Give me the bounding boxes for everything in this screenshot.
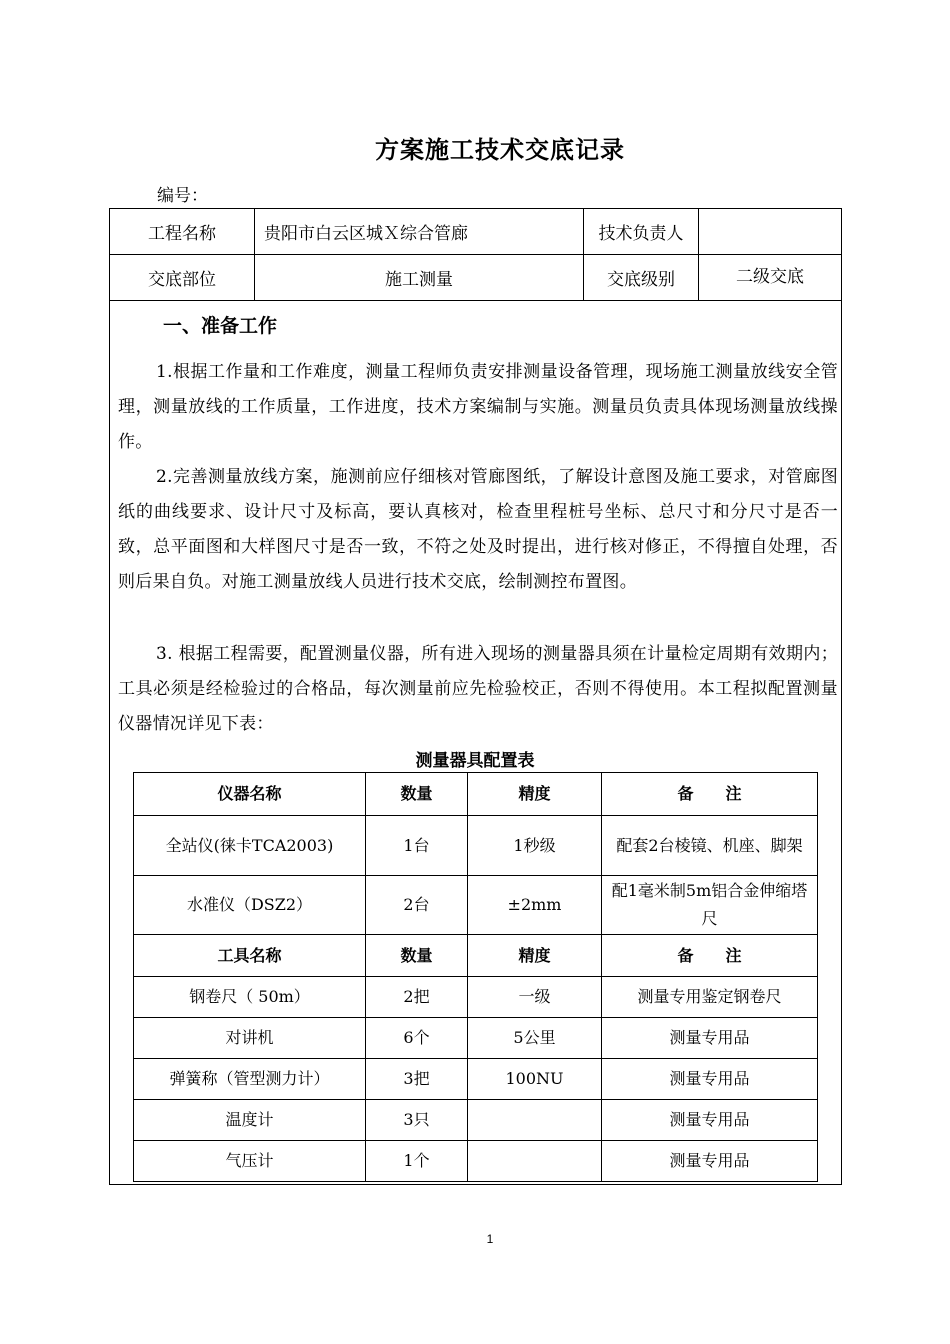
tool-remark: 测量专用品: [602, 1018, 818, 1059]
instrument-precision: ±2mm: [468, 876, 602, 935]
instrument-remark: 配1毫米制5m铝合金伸缩塔尺: [602, 876, 818, 935]
tool-name-header: 工具名称: [134, 935, 366, 977]
instrument-precision-header: 精度: [468, 773, 602, 816]
table-caption: 测量器具配置表: [415, 751, 535, 771]
table-row: [134, 1018, 818, 1059]
paragraph-2: 2.完善测量放线方案，施测前应仔细核对管廊图纸，了解设计意图及施工要求，对管廊图纸的曲线要求、设计尺寸及标高，要认真核对，检查里程桩号坐标、总尺寸和分尺寸是否一致，总平面图和大样图尺寸是否一致，不符之处及时提出，进行核对修正，不得擅自处理，否则后果自负。对施工测量放线人员进行技术交底，绘制测控布置图。: [118, 467, 838, 592]
tool-precision: [468, 1141, 602, 1182]
instrument-precision: 1秒级: [468, 816, 602, 876]
tool-precision-header: 精度: [468, 935, 602, 977]
section-heading: 一、准备工作: [163, 315, 278, 337]
tool-quantity: 1个: [366, 1141, 468, 1182]
tool-remark-header: 备 注: [602, 935, 818, 977]
tool-name: 对讲机: [134, 1018, 366, 1059]
equipment-table: [133, 772, 818, 1182]
table-row: [134, 816, 818, 876]
level-value: 二级交底: [736, 267, 804, 287]
tool-remark: 测量专用品: [602, 1141, 818, 1182]
tool-precision: 一级: [468, 977, 602, 1018]
tool-quantity: 3把: [366, 1059, 468, 1100]
instrument-name: 水准仪（DSZ2）: [134, 876, 366, 935]
document-number-label: 编号：: [157, 186, 208, 206]
table-row: [134, 1141, 818, 1182]
paragraph-1: 1.根据工作量和工作难度，测量工程师负责安排测量设备管理，现场施工测量放线安全管理，测量放线的工作质量，工作进度，技术方案编制与实施。测量员负责具体现场测量放线操作。: [118, 362, 838, 452]
page-title: 方案施工技术交底记录: [375, 136, 625, 164]
table-row: [134, 1100, 818, 1141]
tool-header-row: [134, 935, 818, 977]
instrument-quantity-header: 数量: [366, 773, 468, 816]
level-label: 交底级别: [607, 270, 675, 290]
tool-name: 气压计: [134, 1141, 366, 1182]
table-row: [134, 876, 818, 935]
paragraph-3: 3. 根据工程需要，配置测量仪器，所有进入现场的测量器具须在计量检定周期有效期内；工具必须是经检验过的合格品，每次测量前应先检验校正，否则不得使用。本工程拟配置测量仪器情况详见下表：: [118, 644, 838, 734]
tool-name: 钢卷尺（ 50m）: [134, 977, 366, 1018]
tool-precision: [468, 1100, 602, 1141]
tool-quantity: 6个: [366, 1018, 468, 1059]
table-row: [134, 977, 818, 1018]
tool-quantity: 3只: [366, 1100, 468, 1141]
instrument-name-header: 仪器名称: [134, 773, 366, 816]
tool-precision: 100NU: [468, 1059, 602, 1100]
tool-name: 弹簧称（管型测力计）: [134, 1059, 366, 1100]
instrument-quantity: 2台: [366, 876, 468, 935]
tool-remark: 测量专用品: [602, 1100, 818, 1141]
part-value: 施工测量: [385, 270, 453, 290]
instrument-remark: 配套2台棱镜、机座、脚架: [602, 816, 818, 876]
tool-quantity: 2把: [366, 977, 468, 1018]
page-number: 1: [486, 1232, 494, 1246]
instrument-remark-header: 备 注: [602, 773, 818, 816]
tech-lead-label: 技术负责人: [598, 224, 684, 244]
tool-remark: 测量专用品: [602, 1059, 818, 1100]
tool-precision: 5公里: [468, 1018, 602, 1059]
tech-lead-value: [699, 209, 841, 254]
tool-quantity-header: 数量: [366, 935, 468, 977]
tool-remark: 测量专用鉴定钢卷尺: [602, 977, 818, 1018]
project-name-value: 贵阳市白云区城Ｘ综合管廊: [264, 224, 468, 244]
tool-name: 温度计: [134, 1100, 366, 1141]
table-row: [134, 1059, 818, 1100]
project-name-label: 工程名称: [148, 224, 216, 244]
part-label: 交底部位: [148, 270, 216, 290]
instrument-quantity: 1台: [366, 816, 468, 876]
instrument-header-row: [134, 773, 818, 816]
instrument-name: 全站仪(徕卡TCA2003): [134, 816, 366, 876]
